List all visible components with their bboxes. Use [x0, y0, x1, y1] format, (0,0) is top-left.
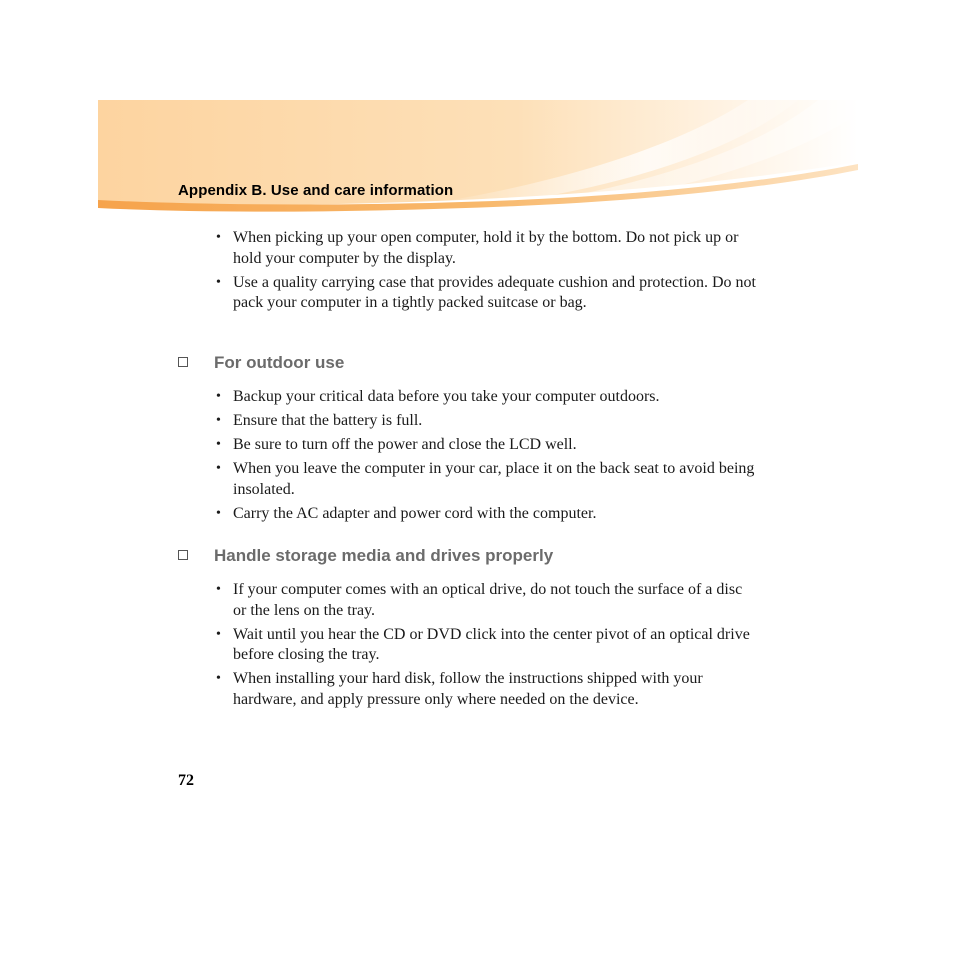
- list-item: [216, 228, 756, 269]
- square-bullet-icon: [178, 550, 188, 560]
- outdoor-use-bullet-list: [216, 387, 756, 528]
- list-item: [216, 504, 756, 525]
- bullet-icon: •: [216, 626, 221, 642]
- header-title: Appendix B. Use and care information: [178, 182, 454, 199]
- page-number: 72: [178, 772, 194, 789]
- list-item-text: Use a quality carrying case that provides adequate cushion and protection. Do not pack your computer in a tightly packed suitcase or bag.: [233, 273, 756, 311]
- list-item-text: Be sure to turn off the power and close the LCD well.: [233, 436, 577, 453]
- intro-bullet-list: [216, 228, 756, 317]
- section-heading-text: For outdoor use: [214, 353, 345, 372]
- list-item-text: When picking up your open computer, hold it by the bottom. Do not pick up or hold your computer by the display.: [233, 229, 739, 267]
- bullet-icon: •: [216, 582, 221, 597]
- storage-media-bullet-list: [216, 580, 756, 714]
- list-item: [216, 459, 756, 500]
- bullet-icon: •: [216, 505, 221, 521]
- list-item-text: If your computer comes with an optical drive, do not touch the surface of a disc or the lens on the tray.: [233, 581, 743, 619]
- bullet-icon: •: [216, 389, 221, 404]
- list-item-text: Carry the AC adapter and power cord with the computer.: [233, 504, 597, 522]
- bullet-icon: •: [216, 230, 221, 245]
- list-item: [216, 669, 756, 710]
- bullet-icon: •: [216, 274, 221, 290]
- list-item: [216, 387, 756, 408]
- list-item-text: Backup your critical data before you take your computer outdoors.: [233, 388, 660, 405]
- section-heading-outdoor-use: [178, 353, 344, 373]
- list-item: [216, 411, 756, 432]
- section-heading-storage-media: [178, 546, 553, 566]
- list-item-text: When you leave the computer in your car, place it on the back seat to avoid being insolated.: [233, 460, 755, 498]
- square-bullet-icon: [178, 357, 188, 367]
- bullet-icon: •: [216, 437, 221, 452]
- list-item-text: When installing your hard disk, follow the instructions shipped with your hardware, and apply pressure only where needed on the device.: [233, 670, 703, 708]
- list-item: [216, 273, 756, 314]
- bullet-icon: •: [216, 413, 221, 428]
- list-item-text: Ensure that the battery is full.: [233, 412, 423, 429]
- list-item-text: Wait until you hear the CD or DVD click into the center pivot of an optical drive before closing the tray.: [233, 625, 750, 663]
- list-item: [216, 435, 756, 456]
- list-item: [216, 625, 756, 666]
- bullet-icon: •: [216, 461, 221, 476]
- bullet-icon: •: [216, 671, 221, 686]
- section-heading-text: Handle storage media and drives properly: [214, 546, 554, 565]
- list-item: [216, 580, 756, 621]
